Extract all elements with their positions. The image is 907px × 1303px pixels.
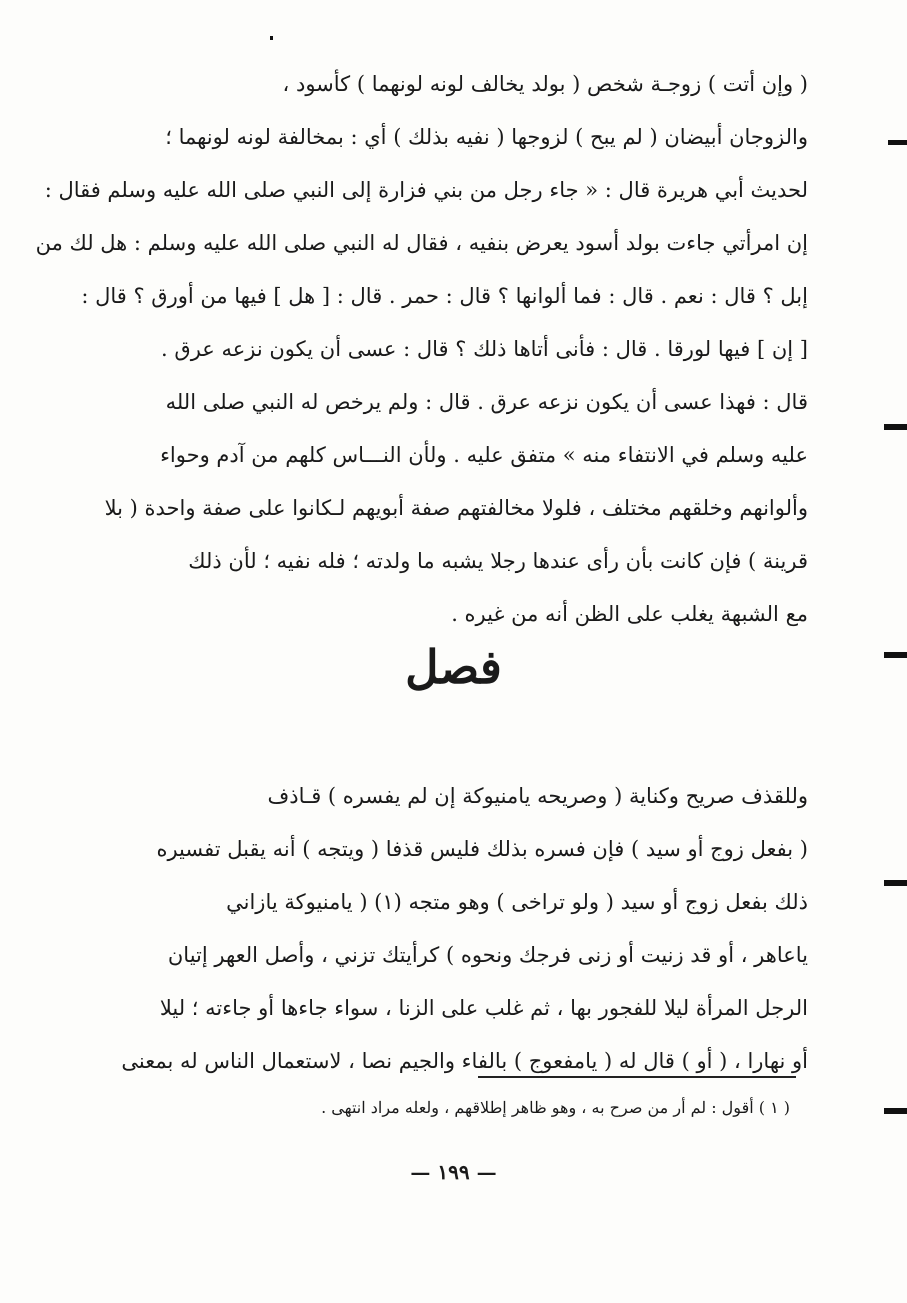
page-number: — ١٩٩ — (410, 1160, 497, 1184)
text-line: عليه وسلم في الانتفاء منه » متفق عليه . ولأن النـــاس كلهم من آدم وحواء (160, 443, 808, 467)
text-line: ذلك بفعل زوج أو سيد ( ولو تراخى ) وهو متجه (١) ( يامنيوكة يازاني (226, 890, 808, 914)
text-line: ( بفعل زوج أو سيد ) فإن فسره بذلك فليس قذفا ( ويتجه ) أنه يقبل تفسيره (156, 837, 808, 861)
text-line: أو نهارا ، ( أو ) قال له ( يامفعوج ) بالفاء والجيم نصا ، لاستعمال الناس له بمعنى (121, 1049, 808, 1073)
margin-mark (888, 140, 907, 145)
text-line: والزوجان أبيضان ( لم يبح ) لزوجها ( نفيه بذلك ) أي : بمخالفة لونه لونهما ؛ (165, 125, 808, 149)
margin-mark (884, 1108, 907, 1114)
scan-speck (270, 36, 273, 40)
footnote: ( ١ ) أقول : لم أر من صرح به ، وهو ظاهر إطلاقهم ، ولعله مراد انتهى . (321, 1098, 790, 1117)
text-line: قرينة ) فإن كانت بأن رأى عندها رجلا يشبه ما ولدته ؛ فله نفيه ؛ لأن ذلك (188, 549, 808, 573)
body-text-top (35, 58, 808, 641)
text-line: قال : فهذا عسى أن يكون نزعه عرق . قال : ولم يرخص له النبي صلى الله (165, 390, 808, 414)
text-line: [ إن ] فيها لورقا . قال : فأنى أتاها ذلك ؟ قال : عسى أن يكون نزعه عرق . (161, 337, 808, 361)
text-line: مع الشبهة يغلب على الظن أنه من غيره . (451, 602, 808, 626)
text-line: ياعاهر ، أو قد زنيت أو زنى فرجك ونحوه ) كرأيتك تزني ، وأصل العهر إتيان (167, 943, 808, 967)
text-line: لحديث أبي هريرة قال : « جاء رجل من بني فزارة إلى النبي صلى الله عليه وسلم فقال : (44, 178, 808, 202)
section-heading: فصل (405, 640, 502, 694)
text-line: إبل ؟ قال : نعم . قال : فما ألوانها ؟ قال : حمر . قال : [ هل ] فيها من أورق ؟ قال : (81, 284, 808, 308)
text-line: ( وإن أتت ) زوجـة شخص ( بولد يخالف لونه لونهما ) كأسود ، (282, 72, 808, 96)
text-line: وألوانهم وخلقهم مختلف ، فلولا مخالفتهم صفة أبويهم لـكانوا على صفة واحدة ( بلا (104, 496, 808, 520)
body-text-bottom (118, 770, 808, 1088)
footnote-divider (478, 1076, 796, 1078)
margin-mark (884, 880, 907, 886)
margin-mark (884, 424, 907, 430)
text-line: وللقذف صريح وكناية ( وصريحه يامنيوكة إن لم يفسره ) قـاذف (267, 784, 808, 808)
text-line: الرجل المرأة ليلا للفجور بها ، ثم غلب على الزنا ، سواء جاءها أو جاءته ؛ ليلا (159, 996, 808, 1020)
text-line: إن امرأتي جاءت بولد أسود يعرض بنفيه ، فقال له النبي صلى الله عليه وسلم : هل لك من (35, 231, 808, 255)
